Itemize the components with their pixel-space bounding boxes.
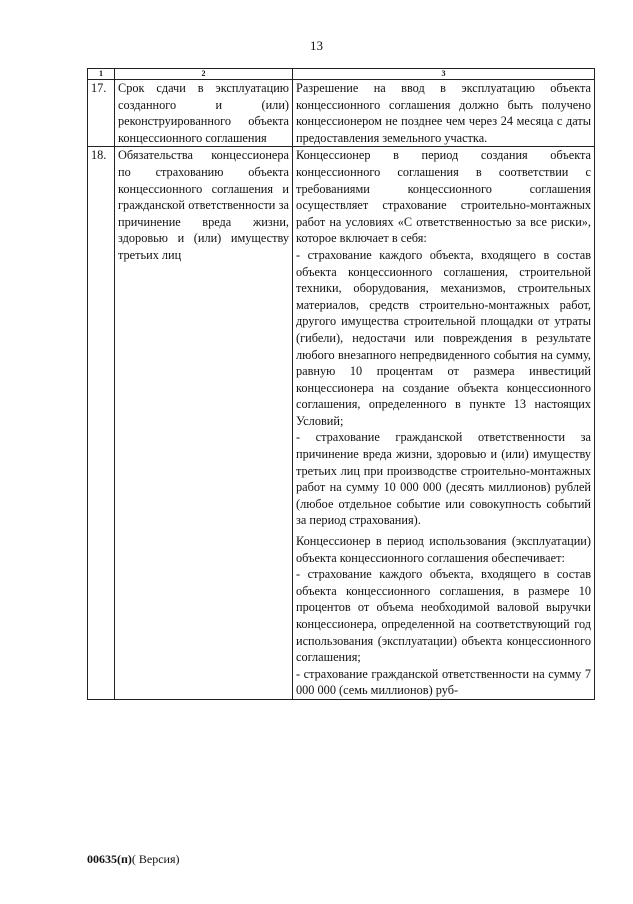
row-title: Срок сдачи в эксплуатацию созданного и (или) реконструированного объекта концессионного соглашения bbox=[115, 80, 293, 147]
table-row bbox=[88, 147, 595, 700]
paragraph: - страхование каждого объекта, входящего в состав объекта концессионного соглашения, строительной техники, оборудования, механизмов, строительных материалов, средств строительно-монтажных работ, другого имущества строительной площадки от утраты (гибели), недостачи или повреждения в результате любого внезапного непредвиденного события на сумму, равную 10 процентам от размера инвестиций концессионера на создание объекта концессионного соглашения, определенного в пункте 13 настоящих Условий; bbox=[296, 247, 591, 428]
paragraph: Разрешение на ввод в эксплуатацию объекта концессионного соглашения должно быть получено концессионером не позднее чем через 24 месяца с даты предоставления земельного участка. bbox=[296, 81, 591, 145]
column-header-1: 1 bbox=[88, 69, 115, 80]
row-number: 18. bbox=[88, 147, 115, 700]
paragraph: Концессионер в период использования (эксплуатации) объекта концессионного соглашения обеспечивает: bbox=[296, 534, 591, 565]
version-label: ( Версия) bbox=[131, 852, 180, 866]
paragraph: - страхование гражданской ответственности за причинение вреда жизни, здоровью и (или) имуществу третьих лиц при производстве строительно-монтажных работ на сумму 10 000 000 (десять миллионов) рублей (любое отдельное событие или совокупность событий за период страхования). bbox=[296, 430, 591, 528]
paragraph: - страхование гражданской ответственности на сумму 7 000 000 (семь миллионов) руб- bbox=[296, 666, 591, 698]
column-header-3: 3 bbox=[293, 69, 595, 80]
document-code: 00635(п) bbox=[87, 852, 132, 866]
column-header-2: 2 bbox=[115, 69, 293, 80]
row-title: Обязательства концессионера по страхованию объекта концессионного соглашения и гражданской ответственности за причинение вреда жизни, здоровью и (или) имуществу третьих лиц bbox=[115, 147, 293, 700]
conditions-table bbox=[87, 68, 595, 700]
document-footer bbox=[87, 852, 180, 867]
paragraph: - страхование каждого объекта, входящего в состав объекта концессионного соглашения, в размере 10 процентов от объема необходимой валовой выручки концессионера, определенной на соответствующий год использования (эксплуатации) объекта концессионного соглашения; bbox=[296, 567, 591, 665]
page-number: 13 bbox=[310, 38, 323, 53]
row-content bbox=[293, 80, 595, 147]
table-header-row bbox=[88, 69, 595, 80]
paragraph: Концессионер в период создания объекта концессионного соглашения в соответствии с требованиями концессионного соглашения осуществляет страхование строительно-монтажных работ на условиях «С ответственностью за все риски», которое включает в себя: bbox=[296, 148, 591, 246]
row-number: 17. bbox=[88, 80, 115, 147]
row-content bbox=[293, 147, 595, 700]
table-row bbox=[88, 80, 595, 147]
